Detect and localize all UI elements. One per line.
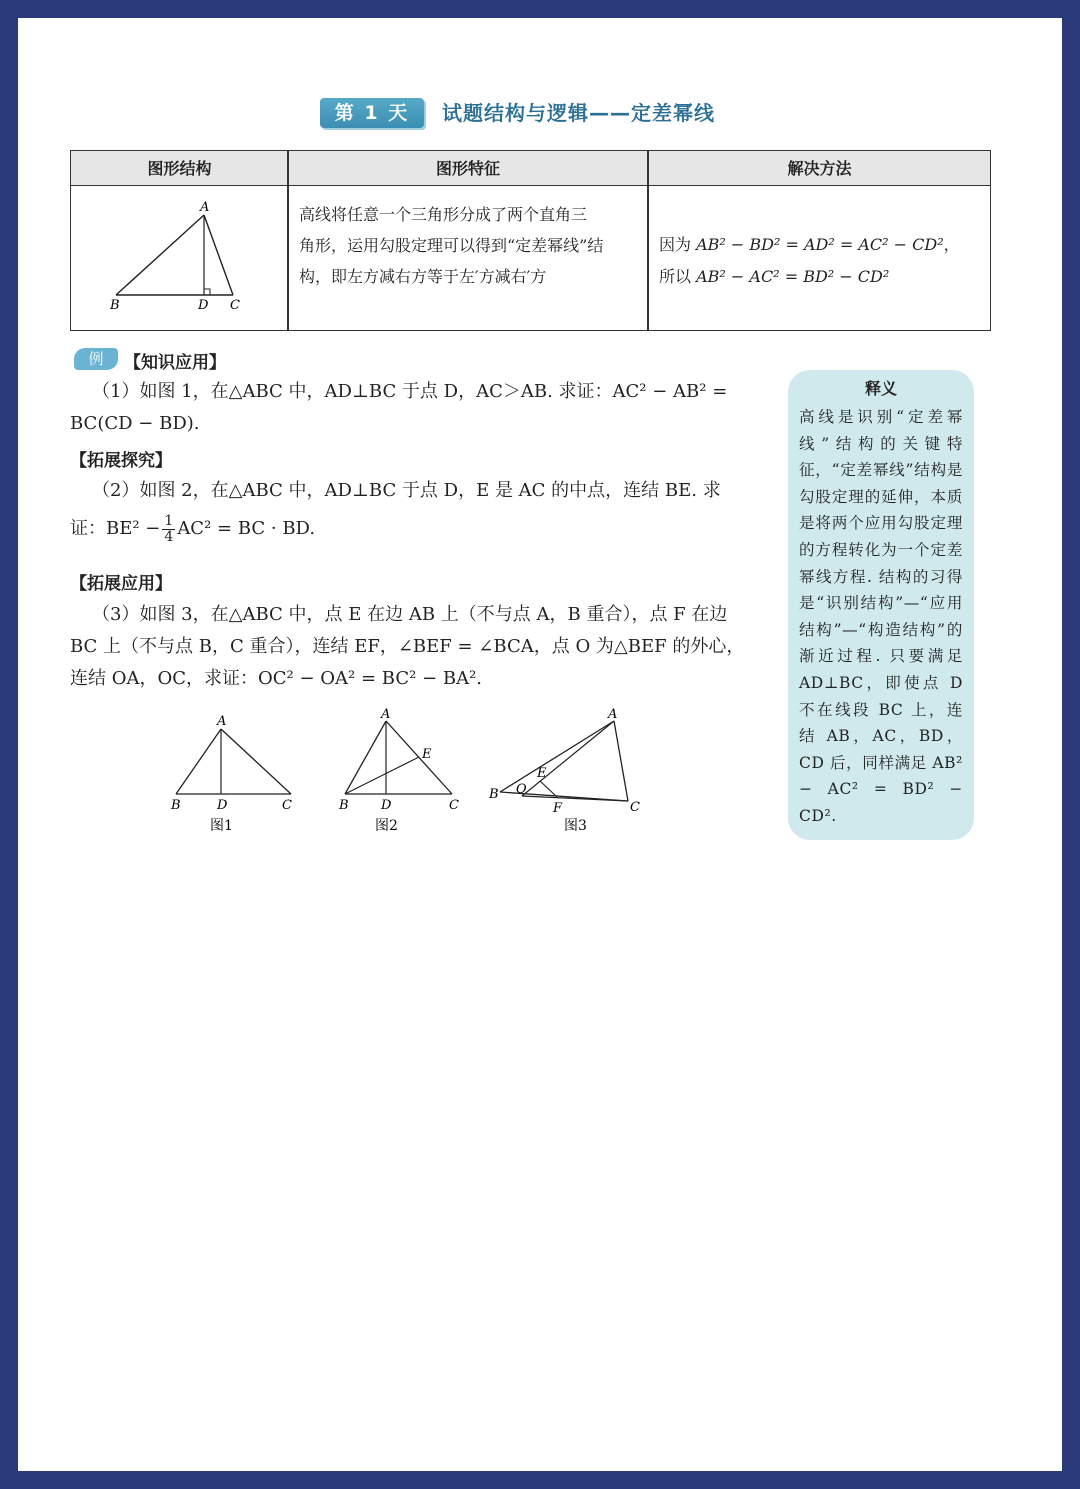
- edge-ab: [116, 215, 204, 295]
- method-line-1: 因为 AB² − BD² = AD² = AC² − CD²，: [659, 235, 960, 254]
- question-3-line: （3）如图 3，在△ABC 中，点 E 在边 AB 上（不与点 A，B 重合），点 F 在边: [92, 604, 728, 625]
- fig1-caption: 图1: [210, 818, 233, 834]
- structure-figure: [101, 195, 261, 325]
- feature-text: [299, 199, 603, 292]
- figure-3: [482, 704, 662, 837]
- chapter-title: 试题结构与逻辑——定差幂线: [442, 101, 715, 125]
- fig3-label-c: C: [630, 800, 640, 815]
- fig3-label-b: B: [489, 787, 499, 802]
- question-2-line: 证：BE² − $\frac{1}{4}$ AC² = BC · BD.: [70, 512, 316, 545]
- label-d: D: [198, 298, 209, 313]
- question-1-line: （1）如图 1，在△ABC 中，AD⊥BC 于点 D，AC＞AB. 求证：AC² − AB² =: [92, 381, 728, 402]
- fig2-label-e: E: [422, 747, 432, 762]
- summary-table: [70, 150, 991, 331]
- example-badge: 例: [74, 348, 118, 370]
- question-2-line: （2）如图 2，在△ABC 中，AD⊥BC 于点 D，E 是 AC 的中点，连结 BE. 求: [92, 480, 721, 501]
- knowledge-heading: 【知识应用】: [124, 353, 226, 373]
- fig1-label-a: A: [217, 714, 227, 729]
- fraction-one-quarter: $\frac{1}{4}$: [164, 512, 174, 545]
- fig3-label-e: E: [537, 766, 547, 781]
- fig2-label-a: A: [381, 707, 391, 722]
- figure-1: [166, 712, 306, 837]
- question-2: [70, 475, 758, 551]
- fig2-label-d: D: [381, 798, 392, 813]
- fig2-label-b: B: [339, 798, 349, 813]
- note-body: 高线是识别“定差幂线”结构的关键特征，“定差幂线”结构是勾股定理的延伸，本质是将两个应用勾股定理的方程转化为一个定差幂线方程. 结构的习得是“识别结构”—“应用结构”—“构造结构”的渐近过程. 只要满足 AD⊥BC，即使点 D 不在线段 BC 上，连结 AB，AC，BD，CD 后，同样满足 AB² − AC² = BD² − CD².: [799, 408, 963, 825]
- question-3-line: BC 上（不与点 B，C 重合），连结 EF，∠BEF = ∠BCA，点 O 为△BEF 的外心，: [70, 636, 745, 657]
- question-1-line: BC(CD − BD).: [70, 413, 200, 434]
- table-header-row: [71, 151, 990, 186]
- question-1: [70, 376, 758, 440]
- table-header-structure: 图形结构: [147, 159, 212, 178]
- day-badge: 第 1 天: [320, 98, 424, 128]
- fig3-label-a: A: [608, 707, 618, 722]
- table-header-method: 解决方法: [787, 159, 852, 178]
- figure-2: [330, 704, 480, 837]
- label-a: A: [200, 200, 210, 215]
- explore-heading: 【拓展探究】: [70, 451, 172, 471]
- table-divider: [647, 151, 649, 330]
- fig2-caption: 图2: [375, 818, 398, 834]
- fig1-label-c: C: [282, 798, 292, 813]
- feature-line: 高线将任意一个三角形分成了两个直角三: [299, 205, 588, 224]
- fig2-label-c: C: [449, 798, 459, 813]
- question-3-line: 连结 OA，OC，求证：OC² − OA² = BC² − BA².: [70, 668, 483, 689]
- question-3: [70, 599, 758, 695]
- note-title: 释义: [864, 379, 897, 398]
- feature-line: 构，即左方减右方等于左′方减右′方: [299, 267, 547, 286]
- fig3-caption: 图3: [564, 818, 587, 834]
- explanation-note: [788, 370, 974, 840]
- table-divider: [287, 151, 289, 330]
- fig3-label-f: F: [553, 801, 563, 816]
- fig1-label-b: B: [171, 798, 181, 813]
- table-header-feature: 图形特征: [435, 159, 500, 178]
- fig3-label-o: O: [516, 782, 527, 797]
- label-c: C: [230, 298, 240, 313]
- right-angle-mark: [204, 289, 210, 295]
- edge-ac: [204, 215, 233, 295]
- method-text: [659, 229, 960, 293]
- label-b: B: [110, 298, 120, 313]
- apply-heading: 【拓展应用】: [70, 574, 172, 594]
- fig1-label-d: D: [217, 798, 228, 813]
- method-line-2: 所以 AB² − AC² = BD² − CD²: [659, 267, 890, 286]
- page: [18, 18, 1062, 1471]
- feature-line: 角形，运用勾股定理可以得到“定差幂线”结: [299, 236, 604, 255]
